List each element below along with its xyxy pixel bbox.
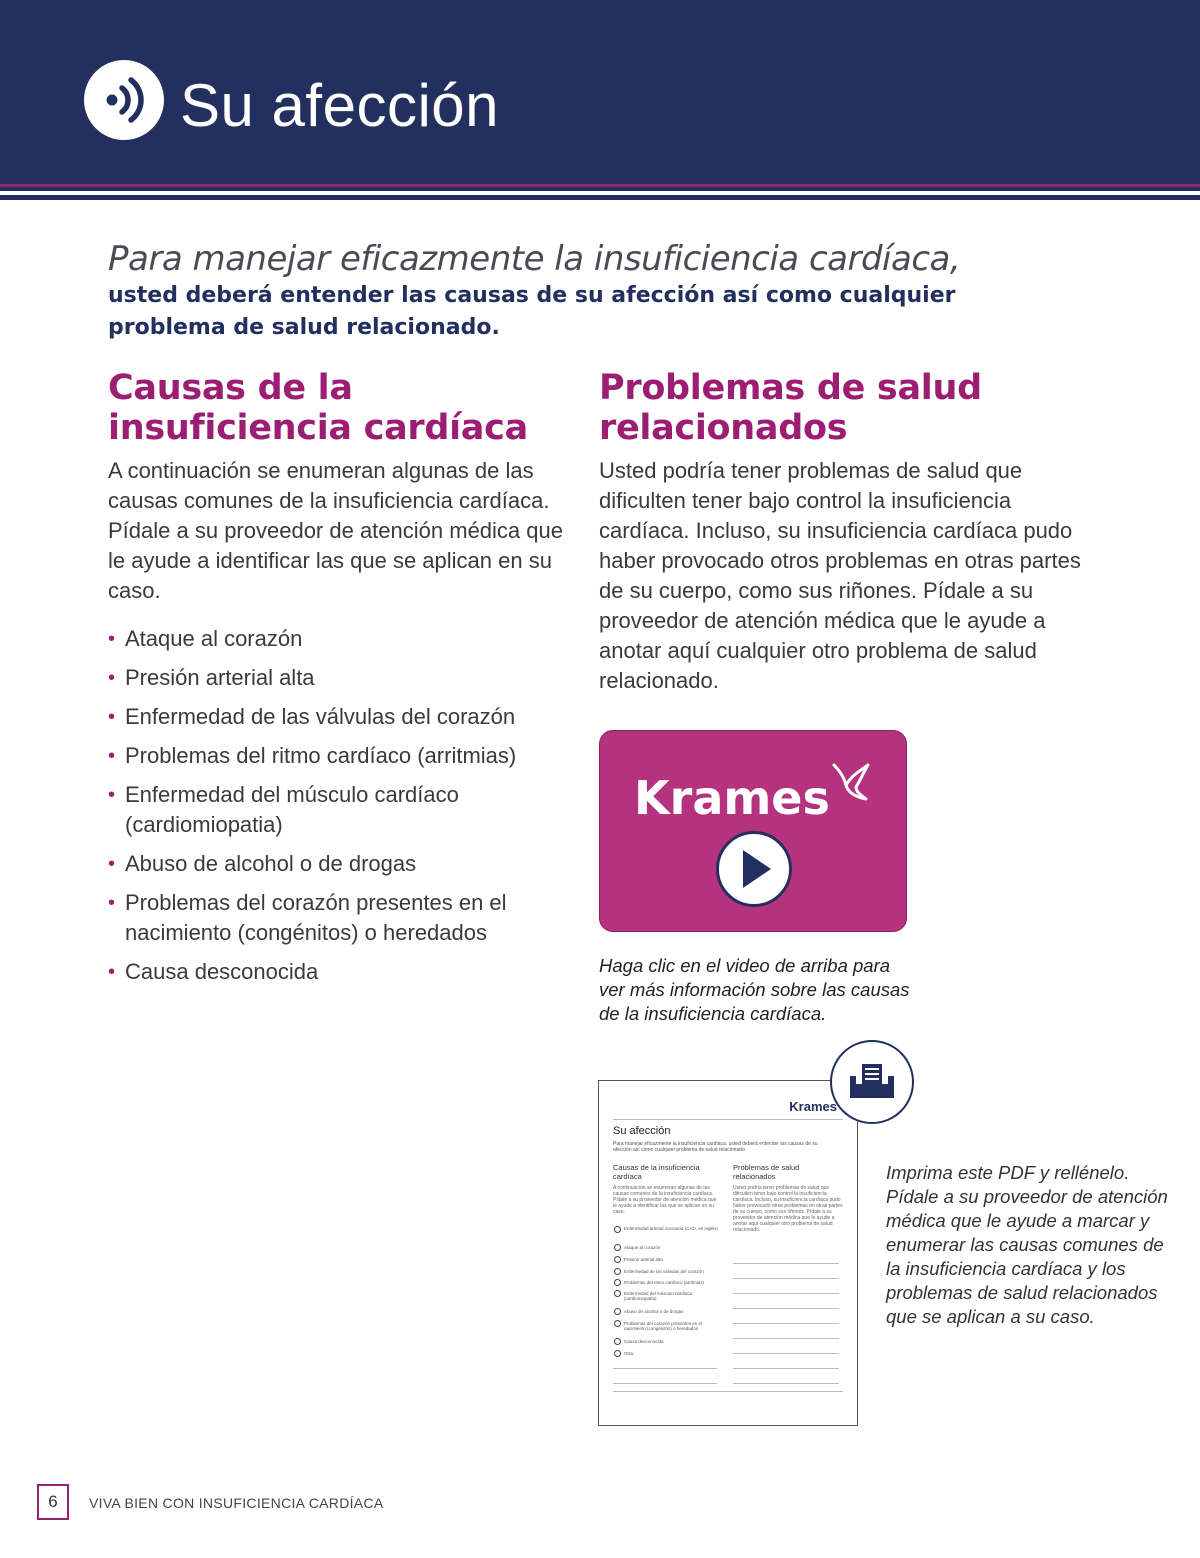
related-column: [599, 368, 1099, 696]
thumbnail-checklist-item: Problemas del ritmo cardíaco (arritmias): [624, 1280, 705, 1285]
list-item: • Presión arterial alta: [108, 663, 568, 693]
related-body: Usted podría tener problemas de salud que dificulten tener bajo control la insuficiencia cardíaca. Incluso, su insuficiencia cardíaca pudo haber provocado otros problemas en otras partes de su cuerpo, como sus riñones. Pídale a su proveedor de atención médica que le ayude a anotar aquí cualquier otro problema de salud relacionado.: [599, 458, 1081, 693]
thumbnail-left-heading: Causas de la insuficiencia cardíaca: [613, 1163, 700, 1181]
page-number: 6: [37, 1484, 69, 1520]
thumbnail-write-line: [733, 1278, 839, 1279]
thumbnail-right-heading: Problemas de salud relacionados: [733, 1163, 800, 1181]
causes-list: [108, 624, 568, 987]
list-item: • Enfermedad de las válvulas del corazón: [108, 702, 568, 732]
thumbnail-write-line: [733, 1338, 839, 1339]
thumbnail-divider: [613, 1391, 843, 1392]
krames-logo: Krames: [634, 771, 830, 825]
thumbnail-checkbox: [614, 1290, 621, 1297]
thumbnail-checklist-item: Enfermedad de las válvulas del corazón: [624, 1269, 704, 1274]
video-player[interactable]: [599, 730, 907, 932]
list-item: • Problemas del corazón presentes en el nacimiento (congénitos) o heredados: [108, 890, 507, 945]
thumbnail-checkbox: [614, 1256, 621, 1263]
hummingbird-icon: [826, 757, 876, 807]
sound-waves-icon: [84, 60, 164, 140]
list-item: • Enfermedad del músculo cardíaco (cardiomiopatia): [108, 782, 459, 837]
thumbnail-checkbox: [614, 1279, 621, 1286]
bullet-icon: •: [108, 892, 116, 914]
thumbnail-write-line: [733, 1308, 839, 1309]
thumbnail-checklist-item: Enfermedad del músculo cardíaco (cardiomiopatía): [624, 1291, 693, 1301]
list-item: • Causa desconocida: [108, 957, 568, 987]
intro-italic-text: Para manejar eficazmente la insuficiencia cardíaca,: [108, 239, 961, 279]
thumbnail-checklist-item: Problemas del corazón presentes en el nacimiento (congénitos) o heredados: [624, 1321, 703, 1331]
footer-title: VIVA BIEN CON INSUFICIENCIA CARDÍACA: [89, 1495, 384, 1511]
list-item: • Ataque al corazón: [108, 624, 568, 654]
related-heading: Problemas de salud relacionados: [599, 368, 982, 448]
bullet-icon: •: [108, 706, 116, 728]
thumbnail-write-line: [733, 1263, 839, 1264]
causes-body: A continuación se enumeran algunas de las causas comunes de la insuficiencia cardíaca. Pídale a su proveedor de atención médica que le ayude a identificar las que se aplican en su caso.: [108, 458, 563, 603]
thumbnail-write-line: [733, 1383, 839, 1384]
thumbnail-checkbox: [614, 1244, 621, 1251]
thumbnail-checklist-item: Enfermedad arterial coronaria (CAD, en inglés): [624, 1226, 718, 1231]
bullet-icon: •: [108, 853, 116, 875]
thumbnail-right-body: Usted podría tener problemas de salud que dificulten tener bajo control la insuficiencia cardíaca. Incluso, su insuficiencia cardíaca pudo haber provocado otros problemas en otras partes de su cuerpo, como sus riñones. Pídale a su proveedor de atención médica que le ayude a anotar aquí cualquier otro problema de salud relacionado.: [733, 1185, 843, 1233]
thumbnail-title: Su afección: [613, 1125, 671, 1137]
pdf-thumbnail[interactable]: [598, 1080, 858, 1426]
bullet-icon: •: [108, 961, 116, 983]
causes-column: [108, 368, 568, 996]
thumbnail-write-line: [733, 1323, 839, 1324]
causes-heading: Causas de la insuficiencia cardíaca: [108, 368, 528, 448]
bullet-icon: •: [108, 667, 116, 689]
printer-icon[interactable]: [830, 1040, 914, 1124]
thumbnail-write-line: [733, 1293, 839, 1294]
page-title: Su afección: [180, 72, 500, 139]
bullet-icon: •: [108, 628, 116, 650]
thumbnail-write-line: [733, 1353, 839, 1354]
bullet-icon: •: [108, 745, 116, 767]
thumbnail-checklist-item: Abuso de alcohol o de drogas: [624, 1309, 684, 1314]
thumbnail-logo: Krames: [789, 1099, 837, 1114]
thumbnail-write-line: [613, 1383, 717, 1384]
thumbnail-divider: [613, 1119, 843, 1120]
thumbnail-write-line: [733, 1368, 839, 1369]
thumbnail-checkbox: [614, 1226, 621, 1233]
list-item: • Abuso de alcohol o de drogas: [108, 849, 568, 879]
bullet-icon: •: [108, 784, 116, 806]
thumbnail-checkbox: [614, 1350, 621, 1357]
thumbnail-left-body: A continuación se enumeran algunas de las causas comunes de la insuficiencia cardíaca. Pídale a su proveedor de atención médica que le ayude a identificar las que se aplican en su caso.: [613, 1185, 717, 1215]
list-item: • Problemas del ritmo cardíaco (arritmias): [108, 741, 568, 771]
thumbnail-checkbox: [614, 1320, 621, 1327]
thumbnail-checkbox: [614, 1268, 621, 1275]
thumbnail-checklist-item: Presión arterial alta: [624, 1257, 663, 1262]
print-caption: Imprima este PDF y rellénelo. Pídale a su proveedor de atención médica que le ayude a marcar y enumerar las causas comunes de la insuficiencia cardíaca y los problemas de salud relacionados que se aplican a su caso.: [886, 1162, 1168, 1327]
thumbnail-checklist-item: Ataque al corazón: [624, 1245, 661, 1250]
thumbnail-checklist-item: Otra:: [624, 1351, 635, 1356]
thumbnail-checkbox: [614, 1308, 621, 1315]
thumbnail-checkbox: [614, 1338, 621, 1345]
header-stripe-bottom: [0, 195, 1200, 200]
thumbnail-subtitle: Para manejar eficazmente la insuficiencia cardíaca, usted deberá entender las causas de su afección así como cualquier problema de salud relacionado.: [613, 1141, 818, 1153]
thumbnail-checklist-item: Causa desconocida: [624, 1339, 664, 1344]
video-caption: Haga clic en el video de arriba para ver más información sobre las causas de la insuficiencia cardíaca.: [599, 955, 910, 1024]
play-icon[interactable]: [716, 831, 792, 907]
intro-bold-text: usted deberá entender las causas de su afección así como cualquier problema de salud relacionado.: [108, 283, 956, 340]
thumbnail-write-line: [613, 1368, 717, 1369]
